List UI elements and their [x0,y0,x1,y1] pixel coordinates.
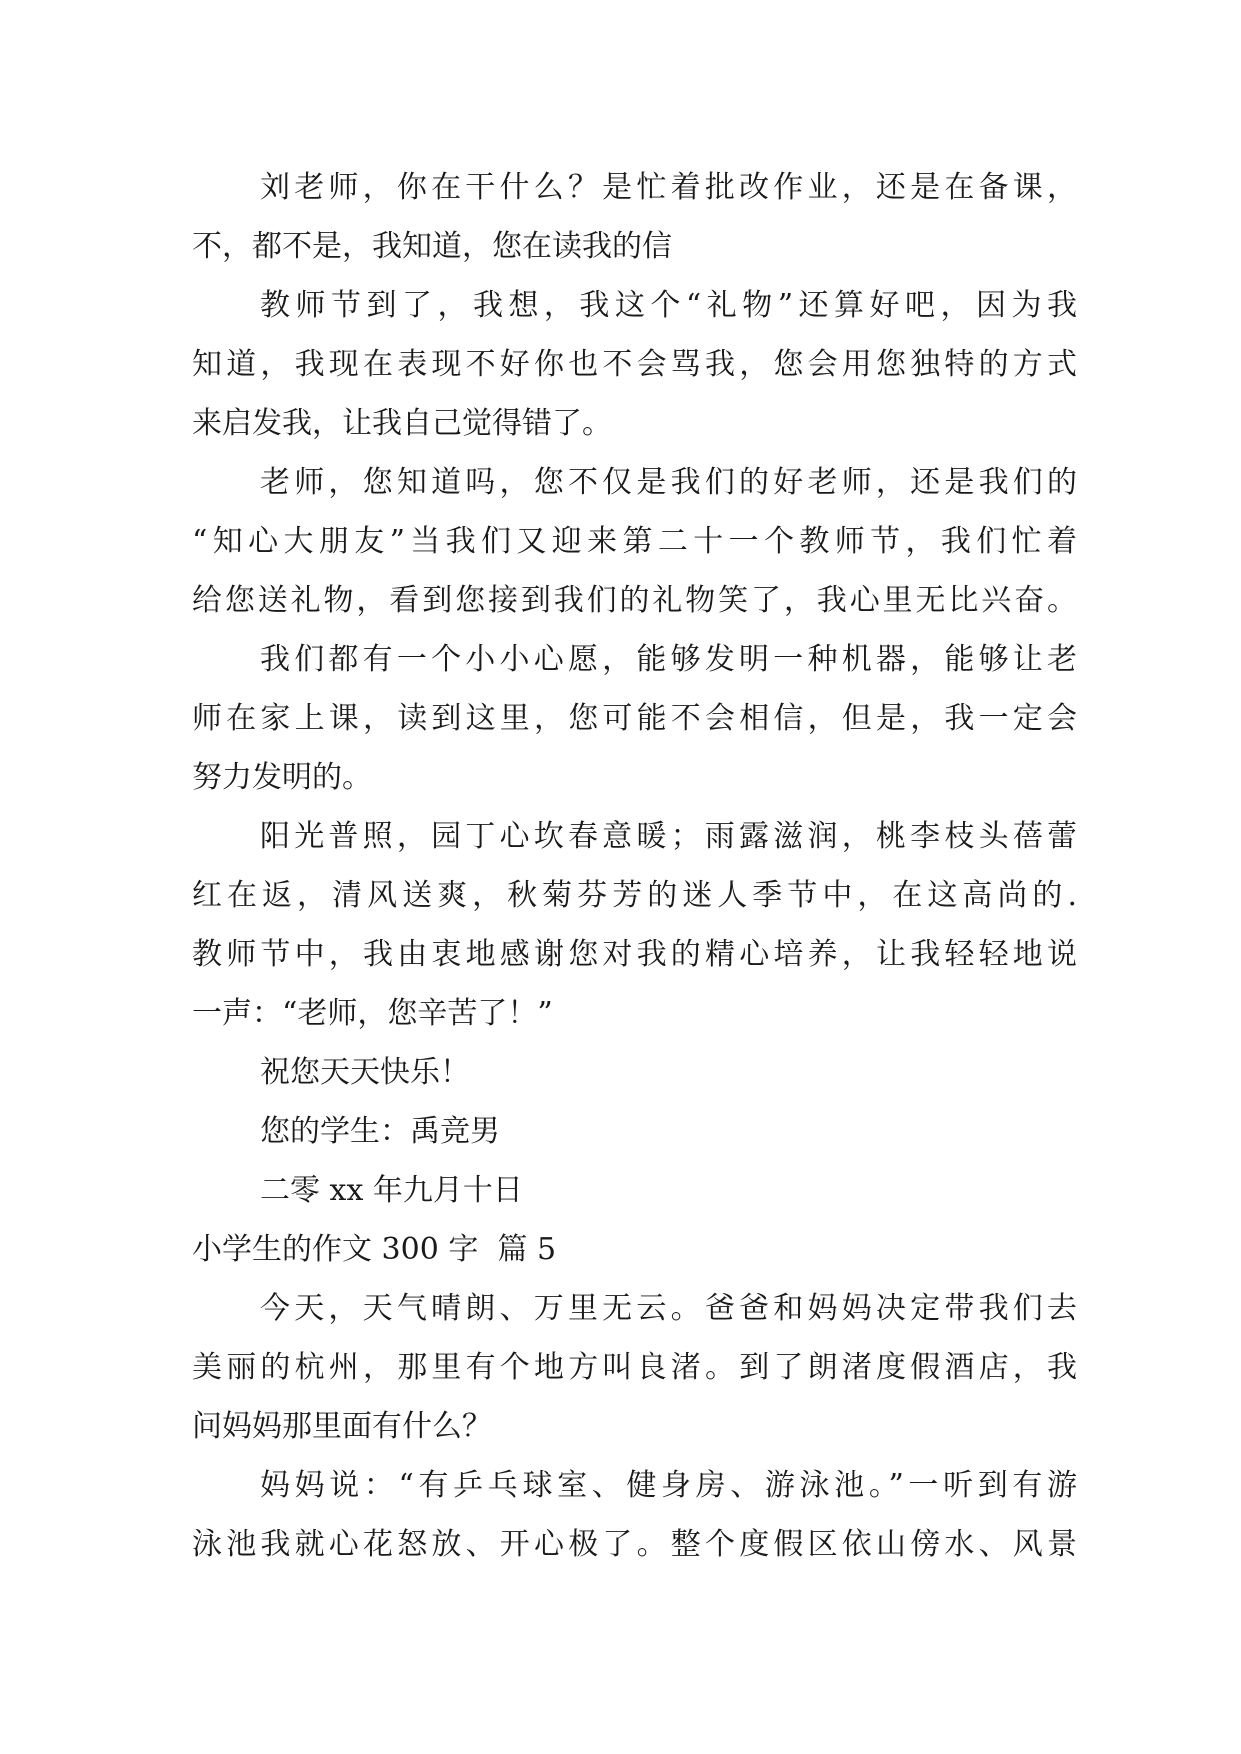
text-line: 师在家上课，读到这里，您可能不会相信，但是，我一定会 [192,701,1077,736]
text-line: 不，都不是，我知道，您在读我的信 [192,229,672,264]
text-line: 泳池我就心花怒放、开心极了。整个度假区依山傍水、风景 [192,1527,1077,1562]
text-line: 我们都有一个小小心愿，能够发明一种机器，能够让老 [260,642,1077,677]
text-line: 您的学生：禹竞男 [260,1114,500,1149]
text-line: 知道，我现在表现不好你也不会骂我，您会用您独特的方式 [192,347,1077,382]
text-line: 阳光普照，园丁心坎春意暖；雨露滋润，桃李枝头蓓蕾 [260,819,1077,854]
text-line: 红在返，清风送爽，秋菊芬芳的迷人季节中，在这高尚的. [192,878,1077,913]
section-heading [192,1220,1077,1279]
text-line: 美丽的杭州，那里有个地方叫良渚。到了朗渚度假酒店，我 [192,1350,1077,1385]
text-line: 祝您天天快乐！ [260,1055,470,1090]
date-line [192,1161,1077,1220]
text-line: 教师节中，我由衷地感谢您对我的精心培养，让我轻轻地说 [192,937,1077,972]
text-line: 努力发明的。 [192,760,372,795]
text-line: 给您送礼物，看到您接到我们的礼物笑了，我心里无比兴奋。 [192,583,1077,618]
text-line: “知心大朋友”当我们又迎来第二十一个教师节，我们忙着 [192,524,1077,559]
signature [192,1102,1077,1161]
text-line: 妈妈说：“有乒乓球室、健身房、游泳池。”一听到有游 [260,1468,1077,1503]
paragraph [192,158,1077,276]
text-line: 来启发我，让我自己觉得错了。 [192,406,612,441]
text-line: 老师，您知道吗，您不仅是我们的好老师，还是我们的 [260,465,1077,500]
text-line: 问妈妈那里面有什么？ [192,1409,492,1444]
section-title: 小学生的作文 300 字 篇 5 [192,1232,557,1267]
text-line: 刘老师，你在干什么？是忙着批改作业，还是在备课， [260,170,1077,205]
paragraph [192,807,1077,1043]
text-line: 一声：“老师，您辛苦了！” [192,996,553,1031]
paragraph [192,1456,1077,1574]
document-body [192,158,1077,1574]
text-line: 教师节到了，我想，我这个“礼物”还算好吧，因为我 [260,288,1077,323]
text-line: 今天，天气晴朗、万里无云。爸爸和妈妈决定带我们去 [260,1291,1077,1326]
closing-wish [192,1043,1077,1102]
paragraph [192,1279,1077,1456]
paragraph [192,630,1077,807]
paragraph [192,276,1077,453]
text-line: 二零 xx 年九月十日 [260,1173,523,1208]
paragraph [192,453,1077,630]
